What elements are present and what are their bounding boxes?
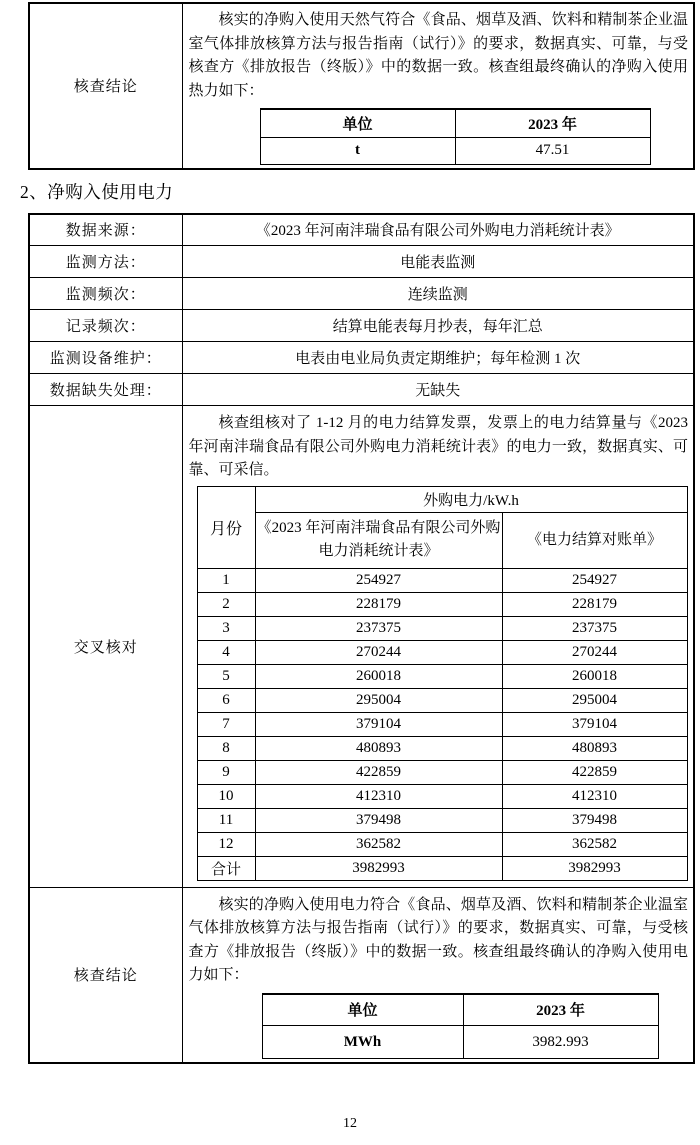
heat-conclusion-table [28, 2, 695, 170]
statistics-source-header: 《2023 年河南沣瑞食品有限公司外购电力消耗统计表》 [255, 512, 502, 568]
info-row [29, 342, 694, 374]
cross-check-content-cell [182, 406, 694, 888]
settlement-value-cell: 379498 [502, 808, 687, 832]
month-cell: 5 [197, 664, 255, 688]
table-row [262, 1026, 658, 1059]
settlement-value-cell: 480893 [502, 736, 687, 760]
conclusion-label: 核查结论 [29, 887, 182, 1063]
conclusion-content-cell [182, 3, 694, 169]
statistics-value-cell: 412310 [255, 784, 502, 808]
statistics-value-cell: 237375 [255, 616, 502, 640]
info-label: 监测方法： [29, 246, 182, 278]
total-label-cell: 合计 [197, 856, 255, 880]
statistics-value-cell: 270244 [255, 640, 502, 664]
month-cell: 4 [197, 640, 255, 664]
info-row [29, 374, 694, 406]
table-row [262, 994, 658, 1026]
total-row [197, 856, 687, 880]
month-cell: 12 [197, 832, 255, 856]
month-header: 月份 [197, 486, 255, 568]
table-header-row [197, 486, 687, 512]
month-row [197, 664, 687, 688]
conclusion-content-cell [182, 887, 694, 1063]
value-cell: 47.51 [455, 137, 650, 164]
group-header: 外购电力/kW.h [255, 486, 687, 512]
cross-check-paragraph: 核查组核对了 1-12 月的电力结算发票，发票上的电力结算量与《2023 年河南沣瑞食品有限公司外购电力消耗统计表》的电力一致，数据真实、可靠、可采信。 [188, 415, 688, 478]
info-row [29, 310, 694, 342]
month-cell: 10 [197, 784, 255, 808]
unit-cell: t [260, 137, 455, 164]
info-value: 电能表监测 [182, 246, 694, 278]
unit-header: 单位 [260, 109, 455, 137]
info-label: 监测设备维护： [29, 342, 182, 374]
month-row [197, 736, 687, 760]
info-row [29, 246, 694, 278]
month-cell: 3 [197, 616, 255, 640]
statistics-value-cell: 379104 [255, 712, 502, 736]
info-row [29, 278, 694, 310]
info-value: 电表由电业局负责定期维护；每年检测 1 次 [182, 342, 694, 374]
statistics-value-cell: 228179 [255, 592, 502, 616]
month-row [197, 616, 687, 640]
page-number: 12 [343, 1116, 357, 1131]
cross-check-row [29, 406, 694, 888]
month-row [197, 640, 687, 664]
cross-check-label: 交叉核对 [29, 406, 182, 888]
statistics-value-cell: 295004 [255, 688, 502, 712]
settlement-value-cell: 422859 [502, 760, 687, 784]
month-cell: 8 [197, 736, 255, 760]
settlement-total-cell: 3982993 [502, 856, 687, 880]
month-cell: 9 [197, 760, 255, 784]
section-heading: 2、净购入使用电力 [20, 181, 174, 202]
settlement-value-cell: 295004 [502, 688, 687, 712]
table-row [260, 137, 650, 164]
month-cell: 6 [197, 688, 255, 712]
settlement-value-cell: 260018 [502, 664, 687, 688]
info-label: 数据缺失处理： [29, 374, 182, 406]
month-row [197, 760, 687, 784]
month-row [197, 784, 687, 808]
electricity-summary-table [262, 993, 659, 1060]
info-value: 结算电能表每月抄表，每年汇总 [182, 310, 694, 342]
statistics-value-cell: 254927 [255, 568, 502, 592]
year-header: 2023 年 [455, 109, 650, 137]
month-row [197, 832, 687, 856]
settlement-value-cell: 254927 [502, 568, 687, 592]
unit-cell: MWh [262, 1026, 463, 1059]
table-row [29, 3, 694, 169]
month-cell: 2 [197, 592, 255, 616]
settlement-source-header: 《电力结算对账单》 [502, 512, 687, 568]
settlement-value-cell: 237375 [502, 616, 687, 640]
electricity-conclusion-paragraph: 核实的净购入使用电力符合《食品、烟草及酒、饮料和精制茶企业温室气体排放核算方法与报告指南（试行）》的要求，数据真实、可靠，与受核查方《排放报告（终版）》中的数据一致。核查组最终确认的净购入使用电力如下： [188, 896, 688, 983]
cross-check-table [197, 486, 688, 881]
table-header-row [197, 512, 687, 568]
conclusion-row [29, 887, 694, 1063]
info-value: 连续监测 [182, 278, 694, 310]
info-label: 监测频次： [29, 278, 182, 310]
month-row [197, 712, 687, 736]
info-value: 无缺失 [182, 374, 694, 406]
statistics-value-cell: 260018 [255, 664, 502, 688]
row-label: 核查结论 [29, 3, 182, 169]
statistics-total-cell: 3982993 [255, 856, 502, 880]
settlement-value-cell: 270244 [502, 640, 687, 664]
info-label: 记录频次： [29, 310, 182, 342]
statistics-value-cell: 379498 [255, 808, 502, 832]
month-row [197, 592, 687, 616]
statistics-value-cell: 362582 [255, 832, 502, 856]
year-header: 2023 年 [463, 994, 658, 1026]
unit-header: 单位 [262, 994, 463, 1026]
month-row [197, 808, 687, 832]
settlement-value-cell: 362582 [502, 832, 687, 856]
settlement-value-cell: 228179 [502, 592, 687, 616]
table-row [260, 109, 650, 137]
electricity-table [28, 213, 695, 1065]
heat-conclusion-paragraph: 核实的净购入使用天然气符合《食品、烟草及酒、饮料和精制茶企业温室气体排放核算方法与报告指南（试行）》的要求，数据真实、可靠，与受核查方《排放报告（终版）》中的数据一致。核查组最终确认的净购入使用热力如下： [188, 12, 688, 99]
month-cell: 11 [197, 808, 255, 832]
month-row [197, 568, 687, 592]
month-cell: 7 [197, 712, 255, 736]
settlement-value-cell: 379104 [502, 712, 687, 736]
info-value: 《2023 年河南沣瑞食品有限公司外购电力消耗统计表》 [182, 214, 694, 246]
info-label: 数据来源： [29, 214, 182, 246]
info-row [29, 214, 694, 246]
statistics-value-cell: 480893 [255, 736, 502, 760]
month-row [197, 688, 687, 712]
heat-summary-table [260, 108, 651, 165]
month-cell: 1 [197, 568, 255, 592]
value-cell: 3982.993 [463, 1026, 658, 1059]
statistics-value-cell: 422859 [255, 760, 502, 784]
settlement-value-cell: 412310 [502, 784, 687, 808]
